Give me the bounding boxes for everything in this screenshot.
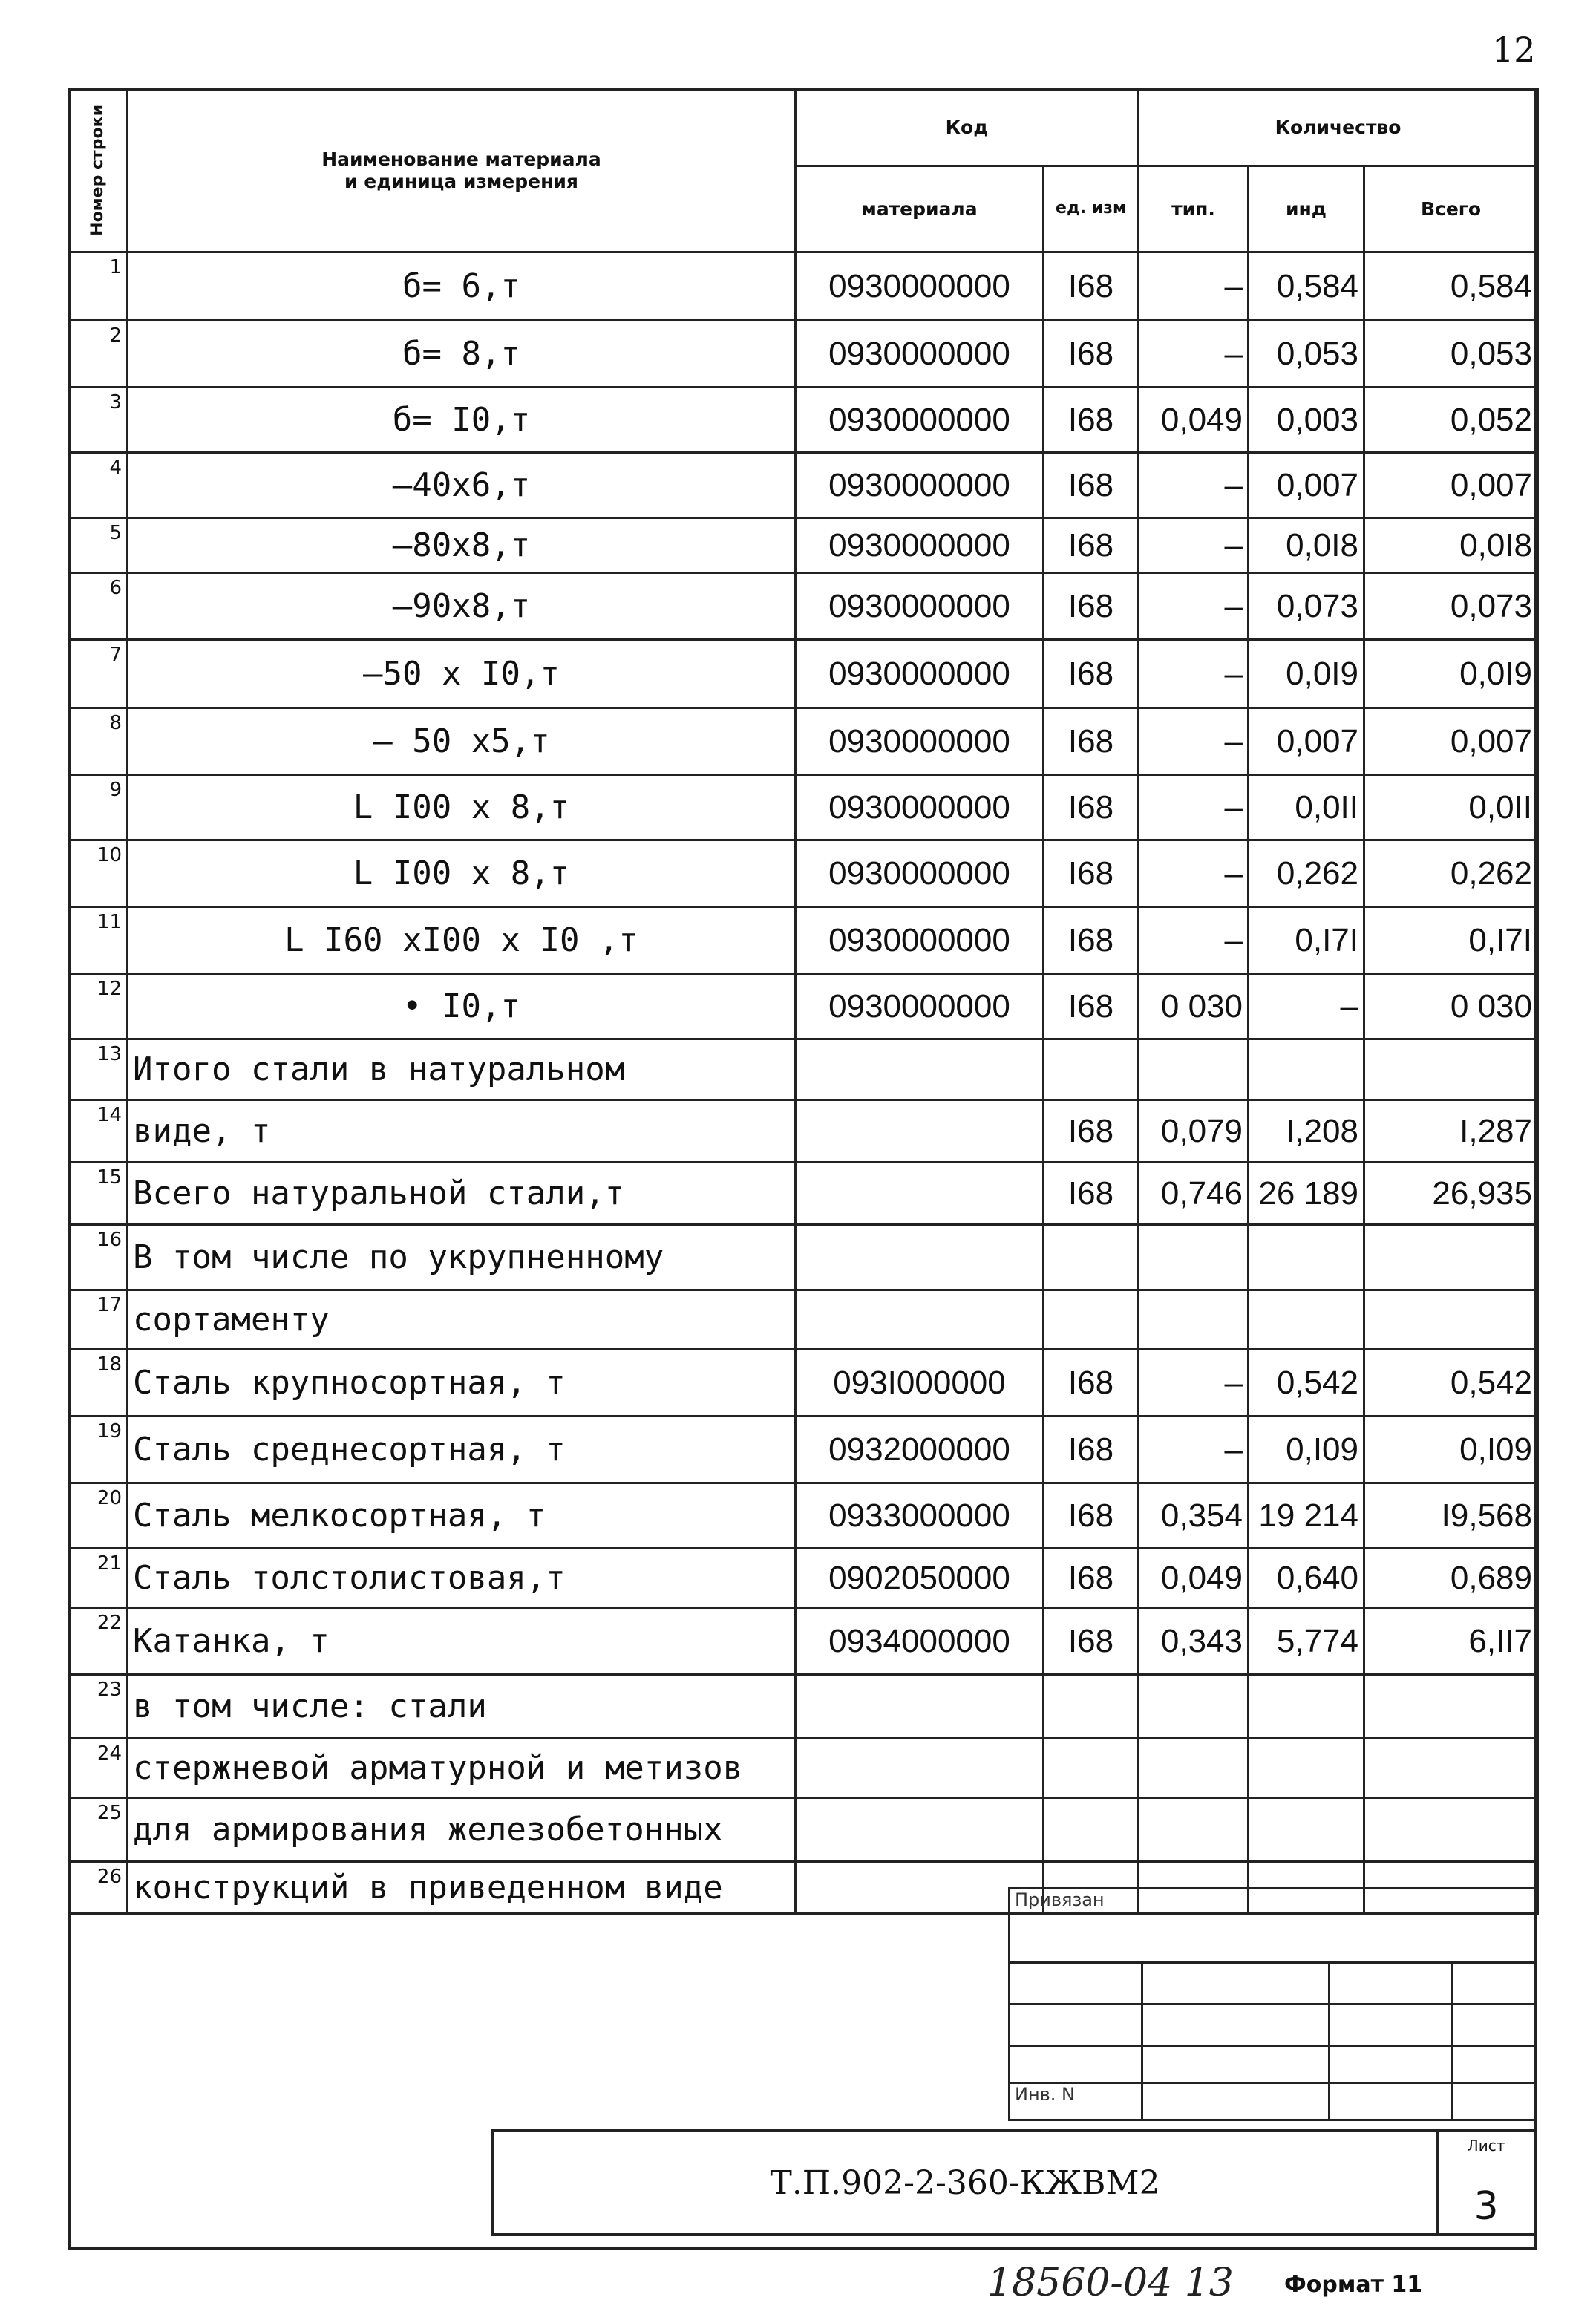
qty-total: 26,935: [1364, 1163, 1538, 1225]
qty-typ: –: [1139, 640, 1249, 708]
material-code: 0932000000: [796, 1417, 1044, 1483]
material-name: б= 8,т: [128, 321, 796, 388]
qty-ind: 0,0I9: [1249, 640, 1364, 708]
row-number: 17: [70, 1290, 128, 1350]
unit-code: I68: [1044, 252, 1139, 321]
row-number: 19: [70, 1417, 128, 1483]
qty-typ: –: [1139, 907, 1249, 974]
material-name: сортаменту: [128, 1290, 796, 1350]
qty-total: 0,584: [1364, 252, 1538, 321]
inv-label: Инв. N: [1010, 2083, 1142, 2120]
qty-ind: 0,007: [1249, 708, 1364, 775]
material-name: –40х6,т: [128, 453, 796, 518]
material-code: 0902050000: [796, 1549, 1044, 1608]
qty-typ: 0,343: [1139, 1608, 1249, 1675]
row-number: 4: [70, 453, 128, 518]
material-code: 0930000000: [796, 388, 1044, 453]
unit-header: ед. изм: [1044, 166, 1139, 252]
row-number: 6: [70, 573, 128, 640]
material-name: • I0,т: [128, 974, 796, 1039]
qty-total: 0,053: [1364, 321, 1538, 388]
qty-typ: –: [1139, 775, 1249, 840]
qty-total: I,287: [1364, 1100, 1538, 1163]
qty-ind: 0,542: [1249, 1350, 1364, 1417]
row-number: 9: [70, 775, 128, 840]
unit-code: I68: [1044, 1163, 1139, 1225]
row-number: 15: [70, 1163, 128, 1225]
qty-ind: 0,073: [1249, 573, 1364, 640]
material-name: –80х8,т: [128, 518, 796, 573]
material-code: 093I000000: [796, 1350, 1044, 1417]
qty-ind: I,208: [1249, 1100, 1364, 1163]
qty-typ: –: [1139, 1350, 1249, 1417]
row-number: 7: [70, 640, 128, 708]
qty-ind: 0,584: [1249, 252, 1364, 321]
material-code: 0930000000: [796, 573, 1044, 640]
qty-ind: 0,I09: [1249, 1417, 1364, 1483]
qty-total: 0,262: [1364, 840, 1538, 907]
qty-total: 0,073: [1364, 573, 1538, 640]
material-name: Всего натуральной стали,т: [128, 1163, 796, 1225]
qty-total: 0,0I9: [1364, 640, 1538, 708]
qty-total: 0,052: [1364, 388, 1538, 453]
material-name: Сталь крупносортная, т: [128, 1350, 796, 1417]
sheet-frame: [68, 88, 1537, 2250]
qty-total: 0,0I8: [1364, 518, 1538, 573]
material-name: В том числе по укрупненному: [128, 1225, 796, 1290]
material-name: б= I0,т: [128, 388, 796, 453]
qty-typ: –: [1139, 1417, 1249, 1483]
qty-typ: –: [1139, 321, 1249, 388]
qty-ind: 0,0I8: [1249, 518, 1364, 573]
qty-ind: 0,640: [1249, 1549, 1364, 1608]
qty-total: 6,II7: [1364, 1608, 1538, 1675]
material-code: 0930000000: [796, 775, 1044, 840]
unit-code: I68: [1044, 388, 1139, 453]
row-number: 10: [70, 840, 128, 907]
row-no-header: Номер строки: [70, 89, 128, 252]
material-name: б= 6,т: [128, 252, 796, 321]
qty-ind: 0,003: [1249, 388, 1364, 453]
qty-typ: –: [1139, 840, 1249, 907]
material-code: 0930000000: [796, 708, 1044, 775]
material-name: –90х8,т: [128, 573, 796, 640]
unit-code: I68: [1044, 708, 1139, 775]
sheet-label: Лист: [1467, 2137, 1505, 2154]
material-code: 0930000000: [796, 252, 1044, 321]
qty-group-header: Количество: [1139, 89, 1538, 166]
row-number: 3: [70, 388, 128, 453]
unit-code: I68: [1044, 1417, 1139, 1483]
name-header: Наименование материала и единица измерения: [128, 89, 796, 252]
material-name: Катанка, т: [128, 1608, 796, 1675]
row-number: 2: [70, 321, 128, 388]
material-code: 0930000000: [796, 518, 1044, 573]
code-group-header: Код: [796, 89, 1139, 166]
total-header: Всего: [1364, 166, 1538, 252]
row-number: 13: [70, 1039, 128, 1100]
material-name: –50 х I0,т: [128, 640, 796, 708]
unit-code: I68: [1044, 573, 1139, 640]
material-code: 0930000000: [796, 640, 1044, 708]
unit-code: I68: [1044, 907, 1139, 974]
unit-code: I68: [1044, 1350, 1139, 1417]
row-number: 5: [70, 518, 128, 573]
qty-typ: –: [1139, 708, 1249, 775]
qty-total: 0,I09: [1364, 1417, 1538, 1483]
row-number: 18: [70, 1350, 128, 1417]
qty-ind: –: [1249, 974, 1364, 1039]
unit-code: I68: [1044, 1549, 1139, 1608]
qty-total: 0,542: [1364, 1350, 1538, 1417]
qty-total: 0,007: [1364, 708, 1538, 775]
unit-code: I68: [1044, 974, 1139, 1039]
material-name: Сталь среднесортная, т: [128, 1417, 796, 1483]
qty-total: 0,689: [1364, 1549, 1538, 1608]
qty-typ: 0,079: [1139, 1100, 1249, 1163]
qty-typ: –: [1139, 252, 1249, 321]
row-number: 25: [70, 1798, 128, 1862]
row-number: 22: [70, 1608, 128, 1675]
material-name: Итого стали в натуральном: [128, 1039, 796, 1100]
qty-total: 0,I7I: [1364, 907, 1538, 974]
qty-typ: –: [1139, 573, 1249, 640]
material-name: Сталь толстолистовая,т: [128, 1549, 796, 1608]
qty-total: 0,0II: [1364, 775, 1538, 840]
typ-header: тип.: [1139, 166, 1249, 252]
bound-label: Привязан: [1010, 1889, 1536, 1963]
qty-total: I9,568: [1364, 1483, 1538, 1549]
doc-reference: Т.П.902-2-360-КЖВМ2: [491, 2129, 1439, 2236]
material-name: Сталь мелкосортная, т: [128, 1483, 796, 1549]
material-name: – 50 х5,т: [128, 708, 796, 775]
qty-total: 0,007: [1364, 453, 1538, 518]
sheet-number: 3: [1474, 2184, 1499, 2229]
row-number: 11: [70, 907, 128, 974]
material-name: L I00 х 8,т: [128, 775, 796, 840]
material-code: 0930000000: [796, 840, 1044, 907]
row-number: 14: [70, 1100, 128, 1163]
archive-number: 18560-04 13: [987, 2261, 1234, 2305]
material-name: в том числе: стали: [128, 1675, 796, 1739]
row-number: 21: [70, 1549, 128, 1608]
material-name: L I60 хI00 х I0 ,т: [128, 907, 796, 974]
ind-header: инд: [1249, 166, 1364, 252]
material-code: 0933000000: [796, 1483, 1044, 1549]
row-number: 26: [70, 1862, 128, 1914]
material-name: стержневой арматурной и метизов: [128, 1739, 796, 1798]
code-material-header: материала: [796, 166, 1044, 252]
qty-ind: 5,774: [1249, 1608, 1364, 1675]
qty-typ: 0,746: [1139, 1163, 1249, 1225]
row-number: 12: [70, 974, 128, 1039]
unit-code: I68: [1044, 518, 1139, 573]
qty-typ: 0,354: [1139, 1483, 1249, 1549]
material-code: 0930000000: [796, 974, 1044, 1039]
material-name: L I00 х 8,т: [128, 840, 796, 907]
qty-typ: –: [1139, 518, 1249, 573]
qty-typ: 0,049: [1139, 1549, 1249, 1608]
row-number: 16: [70, 1225, 128, 1290]
qty-ind: 0,007: [1249, 453, 1364, 518]
unit-code: I68: [1044, 1483, 1139, 1549]
material-code: 0930000000: [796, 321, 1044, 388]
qty-total: 0 030: [1364, 974, 1538, 1039]
material-name: конструкций в приведенном виде: [128, 1862, 796, 1914]
page-number: 12: [1492, 30, 1536, 70]
qty-ind: 0,262: [1249, 840, 1364, 907]
qty-typ: 0 030: [1139, 974, 1249, 1039]
row-number: 1: [70, 252, 128, 321]
unit-code: I68: [1044, 640, 1139, 708]
format-label: Формат 11: [1284, 2272, 1423, 2298]
unit-code: I68: [1044, 321, 1139, 388]
qty-typ: –: [1139, 453, 1249, 518]
unit-code: I68: [1044, 1100, 1139, 1163]
unit-code: I68: [1044, 453, 1139, 518]
qty-ind: 26 189: [1249, 1163, 1364, 1225]
unit-code: I68: [1044, 775, 1139, 840]
qty-ind: 0,0II: [1249, 775, 1364, 840]
unit-code: I68: [1044, 840, 1139, 907]
qty-typ: 0,049: [1139, 388, 1249, 453]
row-number: 20: [70, 1483, 128, 1549]
material-code: 0930000000: [796, 453, 1044, 518]
qty-ind: 0,053: [1249, 321, 1364, 388]
material-name: виде, т: [128, 1100, 796, 1163]
material-code: 0930000000: [796, 907, 1044, 974]
row-number: 24: [70, 1739, 128, 1798]
unit-code: I68: [1044, 1608, 1139, 1675]
row-number: 23: [70, 1675, 128, 1739]
material-name: для армирования железобетонных: [128, 1798, 796, 1862]
row-number: 8: [70, 708, 128, 775]
qty-ind: 0,I7I: [1249, 907, 1364, 974]
qty-ind: 19 214: [1249, 1483, 1364, 1549]
material-code: 0934000000: [796, 1608, 1044, 1675]
